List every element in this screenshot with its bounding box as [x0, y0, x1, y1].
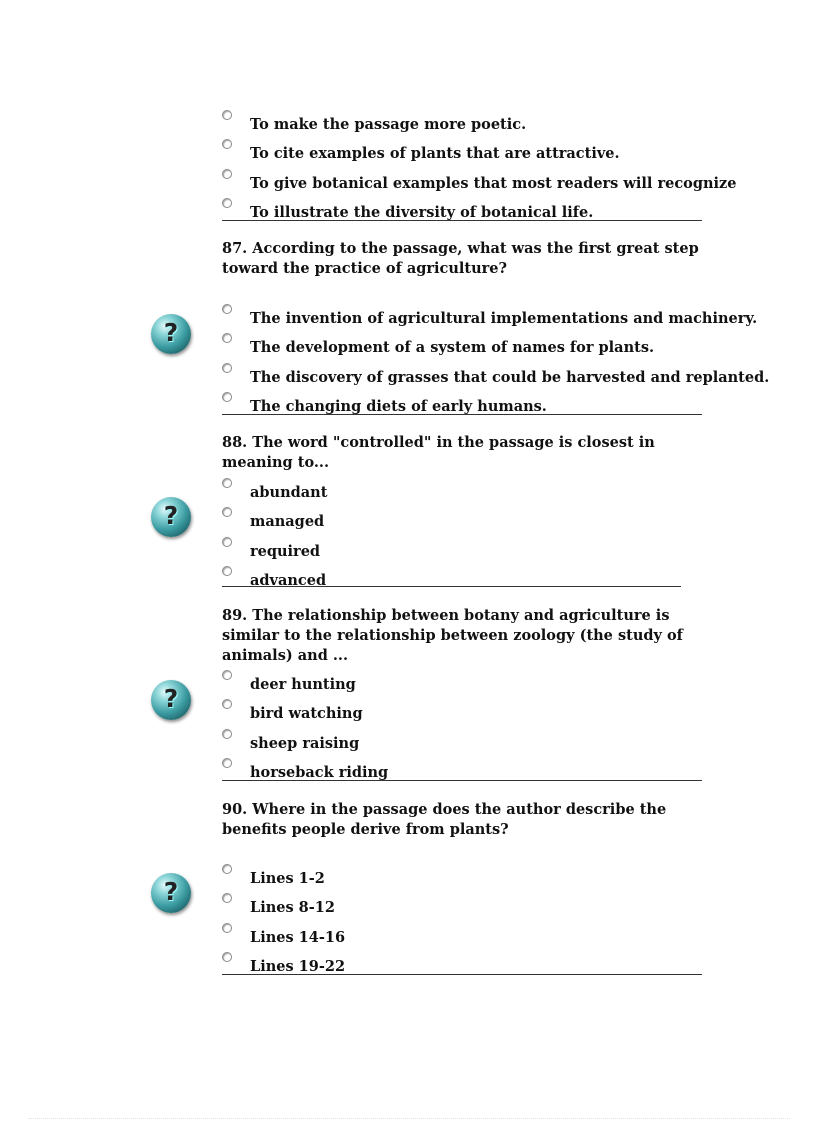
option-label: The invention of agricultural implementations and machinery.	[250, 310, 758, 327]
option-label: Lines 1-2	[250, 870, 325, 887]
option-label: The discovery of grasses that could be harvested and replanted.	[250, 368, 770, 386]
option-label: deer hunting	[250, 676, 356, 693]
question-text: 90. Where in the passage does the author describe the benefits people derive from plants?	[222, 801, 667, 838]
option-label: The changing diets of early humans.	[250, 397, 547, 415]
separator-rule	[222, 586, 681, 587]
question-90	[222, 800, 700, 840]
question-text: 89. The relationship between botany and agriculture is similar to the relationship between zoology (the study of animals) and ...	[222, 607, 683, 664]
radio-button[interactable]	[222, 758, 232, 768]
radio-button[interactable]	[222, 507, 232, 517]
option-label: To make the passage more poetic.	[250, 116, 527, 133]
radio-button[interactable]	[222, 363, 232, 373]
separator-rule	[222, 414, 702, 415]
radio-button[interactable]	[222, 198, 232, 208]
question-88	[222, 433, 700, 473]
radio-button[interactable]	[222, 333, 232, 343]
radio-button[interactable]	[222, 864, 232, 874]
separator-rule	[222, 780, 702, 781]
question-89	[222, 606, 700, 666]
separator-rule	[222, 220, 702, 221]
help-icon[interactable]: ?	[151, 873, 191, 913]
radio-button[interactable]	[222, 566, 232, 576]
help-icon[interactable]: ?	[151, 497, 191, 537]
option-label: To cite examples of plants that are attractive.	[250, 145, 620, 163]
option-label: Lines 14-16	[250, 928, 346, 946]
option-label: abundant	[250, 484, 328, 501]
page-bottom-dotted-line	[28, 1118, 790, 1119]
help-icon[interactable]: ?	[151, 314, 191, 354]
option-label: horseback riding	[250, 763, 389, 781]
option-label: required	[250, 542, 321, 560]
radio-button[interactable]	[222, 110, 232, 120]
radio-button[interactable]	[222, 537, 232, 547]
radio-button[interactable]	[222, 729, 232, 739]
question-text: 87. According to the passage, what was the first great step toward the practice of agriculture?	[222, 240, 699, 277]
option-label: sheep raising	[250, 734, 360, 752]
radio-button[interactable]	[222, 478, 232, 488]
option-label: Lines 8-12	[250, 899, 335, 917]
radio-button[interactable]	[222, 392, 232, 402]
question-text: 88. The word "controlled" in the passage is closest in meaning to...	[222, 434, 655, 471]
radio-button[interactable]	[222, 952, 232, 962]
option-label: To illustrate the diversity of botanical life.	[250, 203, 594, 221]
radio-button[interactable]	[222, 169, 232, 179]
option-label: Lines 19-22	[250, 957, 346, 975]
radio-button[interactable]	[222, 670, 232, 680]
option-label: To give botanical examples that most readers will recognize	[250, 174, 737, 192]
separator-rule	[222, 974, 702, 975]
question-87	[222, 239, 700, 279]
radio-button[interactable]	[222, 893, 232, 903]
radio-button[interactable]	[222, 139, 232, 149]
option-label: bird watching	[250, 705, 363, 723]
radio-button[interactable]	[222, 304, 232, 314]
option-label: The development of a system of names for plants.	[250, 339, 655, 357]
option-label: advanced	[250, 571, 327, 589]
help-icon[interactable]: ?	[151, 680, 191, 720]
radio-button[interactable]	[222, 923, 232, 933]
radio-button[interactable]	[222, 699, 232, 709]
option-label: managed	[250, 513, 325, 531]
